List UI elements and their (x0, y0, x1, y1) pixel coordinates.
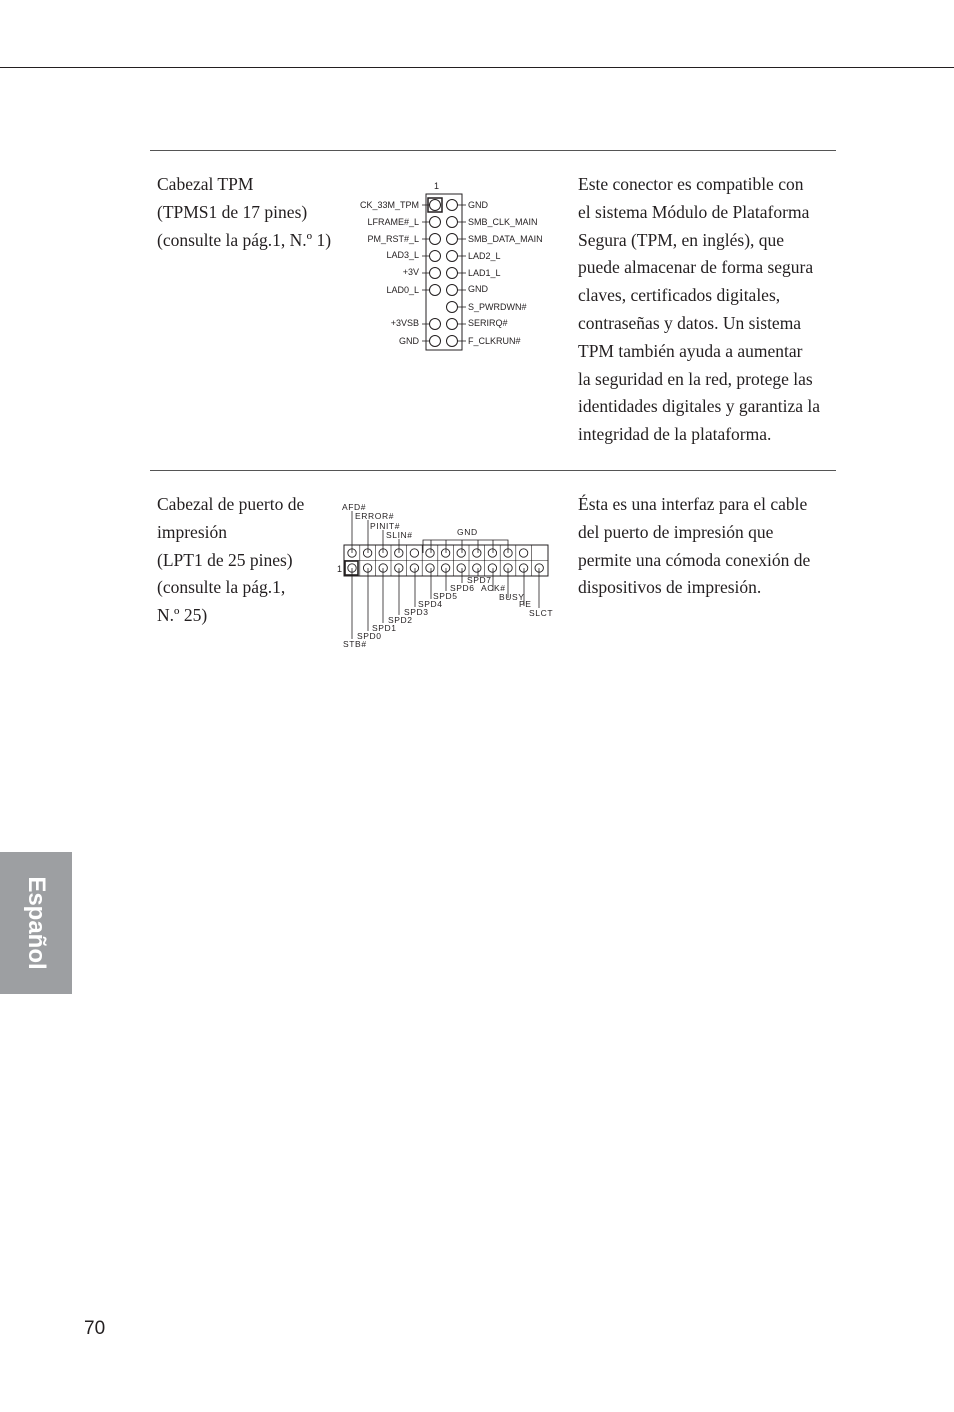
tpm-pin (430, 319, 441, 330)
tpm-pin (447, 217, 458, 228)
language-tab (0, 852, 72, 994)
lpt-pin1-marker: 1 (337, 564, 343, 574)
lpt-header-label (157, 491, 347, 630)
tpm-description-line: identidades digitales y garantiza la (578, 396, 820, 417)
lpt-label-pinit: PINIT# (370, 521, 401, 531)
tpm-pin (430, 234, 441, 245)
lpt-label-line: N.º 25) (157, 605, 208, 626)
lpt-bottom-label: SPD5 (433, 591, 458, 601)
lpt-pin (441, 549, 449, 557)
lpt-description-line: Ésta es una interfaz para el cable (578, 494, 808, 514)
lpt-pin (457, 549, 465, 557)
lpt-label-afd: AFD# (342, 502, 367, 512)
lpt-label-gnd: GND (457, 527, 478, 537)
lpt-pin-diagram (333, 500, 563, 655)
lpt-pin (457, 564, 465, 572)
tpm-description-line: claves, certificados digitales, (578, 285, 781, 306)
tpm-pin (447, 302, 458, 313)
tpm-description-line: la seguridad en la red, protege las (578, 368, 813, 389)
page-number: 70 (84, 1318, 106, 1339)
lpt-bottom-label: SPD6 (450, 583, 475, 593)
lpt-pin (519, 549, 527, 557)
lpt-pin (426, 564, 434, 572)
lpt-pin (519, 564, 527, 572)
tpm-left-pin-label: +3VSB (390, 318, 419, 328)
tpm-pin (430, 200, 441, 211)
lpt-pin (488, 549, 496, 557)
lpt-label-slin: SLIN# (386, 530, 413, 540)
tpm-right-pin-label: LAD2_L (468, 251, 501, 261)
tpm-right-pin-label: SMB_CLK_MAIN (468, 217, 538, 227)
tpm-description (578, 171, 836, 449)
lpt-bottom-label: BUSY (499, 592, 525, 602)
tpm-description-line: integridad de la plataforma. (578, 424, 772, 445)
tpm-pin (447, 285, 458, 296)
tpm-label-line: (TPMS1 de 17 pines) (157, 201, 308, 222)
tpm-right-pin-label: F_CLKRUN# (468, 336, 521, 346)
tpm-pin-diagram (340, 176, 570, 361)
lpt-bottom-label: SPD2 (388, 615, 413, 625)
tpm-left-pin-label: GND (399, 336, 419, 346)
tpm-label-line: Cabezal TPM (157, 174, 254, 194)
tpm-description-line: contraseñas y datos. Un sistema (578, 312, 802, 333)
tpm-pin (447, 268, 458, 279)
lpt-pin (488, 564, 496, 572)
tpm-right-pin-label: GND (468, 284, 488, 294)
tpm-pin (430, 285, 441, 296)
lpt-description (578, 491, 836, 602)
tpm-left-pin-label: CK_33M_TPM (359, 200, 419, 210)
tpm-pin (447, 319, 458, 330)
section-divider-top (150, 150, 836, 151)
tpm-description-line: Segura (TPM, en inglés), que (578, 229, 785, 250)
tpm-pin1-square (428, 198, 442, 212)
lpt-pin (473, 564, 481, 572)
tpm-description-line: TPM también ayuda a aumentar (578, 340, 803, 361)
tpm-label-line: (consulte la pág.1, N.º 1) (157, 229, 332, 250)
lpt-pin (363, 549, 371, 557)
lpt-bottom-label: SLCT (529, 608, 554, 618)
language-tab-label: Español (23, 876, 50, 970)
lpt-pin (441, 564, 449, 572)
lpt-bottom-label: SPD1 (372, 623, 397, 633)
lpt-description-line: del puerto de impresión que (578, 521, 774, 542)
tpm-left-pin-label: LFRAME#_L (367, 217, 419, 227)
section-divider-middle (150, 470, 836, 471)
tpm-pin1-marker: 1 (434, 181, 440, 191)
lpt-description-line: permite una cómoda conexión de (578, 549, 811, 570)
lpt-bottom-label: ACK# (481, 583, 506, 593)
tpm-left-pin-label: +3V (402, 267, 419, 277)
lpt-label-line: (consulte la pág.1, (157, 577, 286, 598)
header-rule (0, 67, 954, 68)
tpm-left-pin-label: LAD3_L (386, 250, 419, 260)
lpt-description-line: dispositivos de impresión. (578, 577, 762, 598)
lpt-label-line: Cabezal de puerto de (157, 494, 305, 514)
tpm-description-line: el sistema Módulo de Plataforma (578, 201, 810, 222)
lpt-label-line: (LPT1 de 25 pines) (157, 549, 293, 570)
tpm-pin (430, 268, 441, 279)
tpm-right-pin-label: LAD1_L (468, 268, 501, 278)
lpt-label-line: impresión (157, 521, 227, 542)
tpm-pin (447, 200, 458, 211)
tpm-right-pin-label: SMB_DATA_MAIN (468, 234, 543, 244)
lpt-pin (363, 564, 371, 572)
tpm-left-pin-label: LAD0_L (386, 285, 419, 295)
tpm-left-pin-label: PM_RST#_L (367, 234, 419, 244)
tpm-pin (447, 251, 458, 262)
tpm-pin (430, 217, 441, 228)
lpt-label-error: ERROR# (355, 511, 395, 521)
tpm-description-line: Este conector es compatible con (578, 174, 804, 194)
lpt-bottom-label: SPD4 (418, 599, 443, 609)
tpm-right-pin-label: GND (468, 200, 488, 210)
lpt-pin (473, 549, 481, 557)
tpm-right-pin-label: SERIRQ# (468, 318, 508, 328)
tpm-right-pin-label: S_PWRDWN# (468, 302, 527, 312)
lpt-pin (410, 564, 418, 572)
tpm-pin (430, 251, 441, 262)
lpt-bottom-label: PE (519, 599, 532, 609)
lpt-bottom-label: STB# (343, 639, 367, 649)
tpm-pin (447, 234, 458, 245)
tpm-description-line: puede almacenar de forma segura (578, 257, 814, 278)
tpm-pin (447, 336, 458, 347)
lpt-bottom-label: SPD7 (467, 575, 492, 585)
lpt-bottom-label: SPD0 (357, 631, 382, 641)
tpm-pin (430, 336, 441, 347)
lpt-pin (410, 549, 418, 557)
lpt-bottom-label: SPD3 (404, 607, 429, 617)
lpt-pin (426, 549, 434, 557)
tpm-header-label (157, 171, 347, 254)
